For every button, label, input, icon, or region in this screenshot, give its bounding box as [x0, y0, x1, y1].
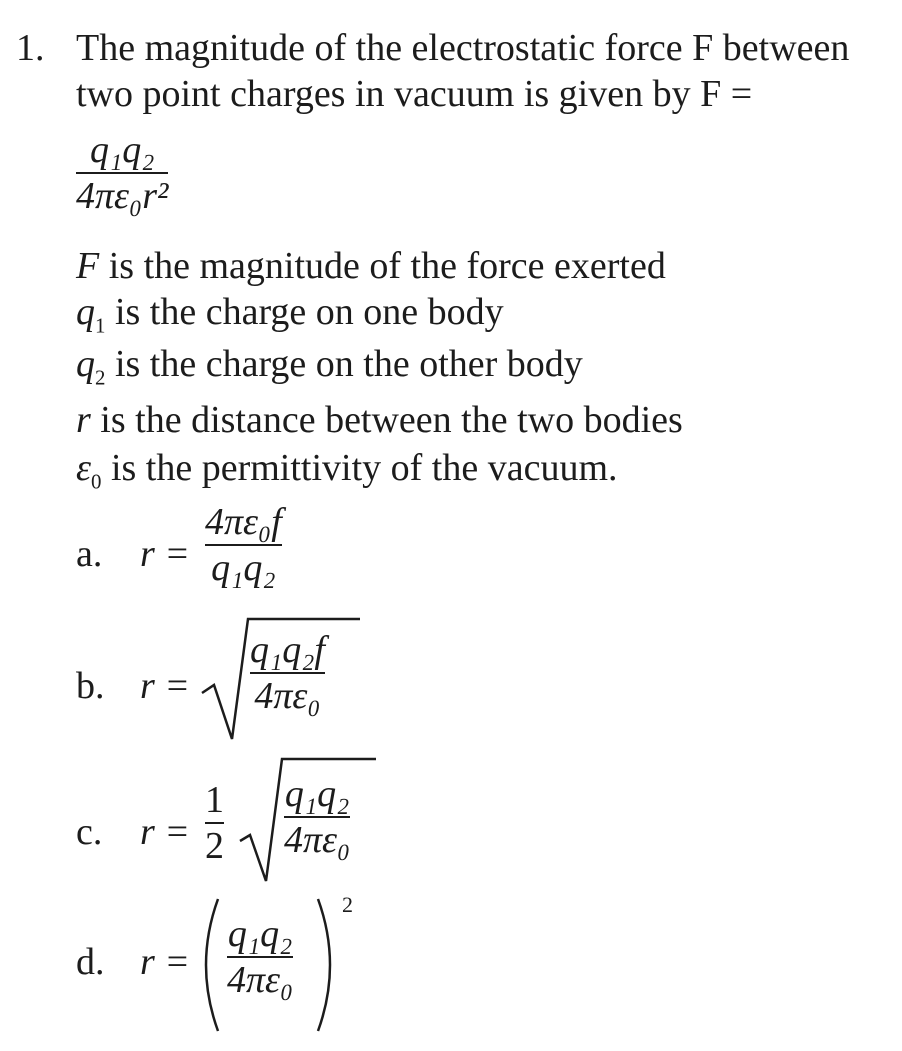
- question-number: 1.: [16, 27, 45, 69]
- option-d-numerator: q₁q₂: [227, 913, 293, 955]
- option-b-lhs: r =: [140, 665, 190, 707]
- formula-denominator: 4πε₀r²: [76, 175, 169, 217]
- option-c-coefficient: [205, 778, 224, 868]
- coefficient-denominator: 2: [205, 825, 224, 867]
- option-a-lhs: r =: [140, 533, 190, 575]
- option-d-lhs: r =: [140, 941, 190, 983]
- definition-force: F is the magnitude of the force exerted: [76, 245, 666, 287]
- option-d-label[interactable]: d.: [76, 941, 105, 983]
- option-d-exponent: 2: [342, 892, 353, 917]
- option-c-label[interactable]: c.: [76, 811, 103, 853]
- definition-r: r is the distance between the two bodies: [76, 399, 683, 441]
- coefficient-numerator: 1: [205, 779, 224, 821]
- option-b-numerator: q₁q₂f: [250, 629, 325, 671]
- option-a-fraction: [205, 500, 282, 590]
- option-b-label[interactable]: b.: [76, 665, 105, 707]
- question-line-1: The magnitude of the electrostatic force F between: [76, 27, 850, 69]
- option-d-fraction: [227, 912, 293, 1002]
- formula-numerator: q₁q₂: [89, 129, 155, 171]
- option-b-denominator: 4πε₀: [254, 675, 321, 717]
- option-d-denominator: 4πε₀: [227, 959, 294, 1001]
- definition-q2: $q_2$ is the charge on the other body: [76, 343, 583, 390]
- option-a-numerator: 4πε₀f: [205, 501, 282, 543]
- question-line-2: two point charges in vacuum is given by F =: [76, 73, 753, 115]
- option-c-numerator: q₁q₂: [284, 773, 350, 815]
- option-c-fraction: [284, 772, 350, 862]
- option-a-label[interactable]: a.: [76, 533, 103, 575]
- option-a-denominator: q₁q₂: [211, 547, 276, 589]
- definition-q1: $q_1$ is the charge on one body: [76, 291, 504, 338]
- coulomb-formula: [76, 128, 168, 218]
- definition-epsilon: $\varepsilon_0$ is the permittivity of the vacuum.: [76, 447, 618, 494]
- option-b-fraction: [250, 628, 325, 718]
- option-c-lhs: r =: [140, 811, 190, 853]
- option-c-denominator: 4πε₀: [284, 819, 351, 861]
